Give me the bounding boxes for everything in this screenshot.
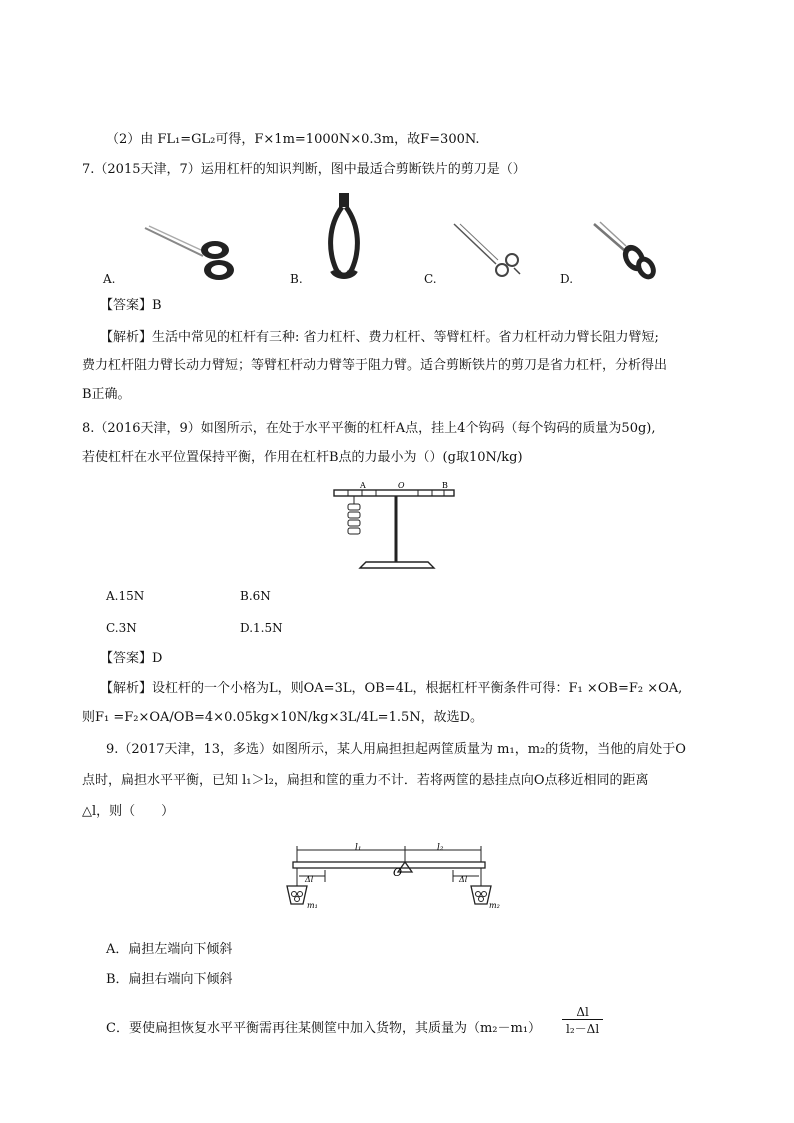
q8-stem-line-1: 8.（2016天津，9）如图所示，在处于水平平衡的杠杆A点，挂上4个钩码（每个钩码的质量为50g),: [82, 421, 656, 436]
q9-stem-line-1: 9.（2017天津，13，多选）如图所示，某人用扁担担起两筐质量为 m₁，m₂的货物，当他的肩处于O: [106, 742, 686, 757]
q8-option-b: B.6N: [240, 589, 271, 603]
q6-solution-2: （2）由 FL₁=GL₂可得，F×1m=1000N×0.3m，故F=300N.: [106, 132, 480, 147]
q9-label-dl-right: Δl: [459, 875, 468, 884]
q9-option-b: B．扁担右端向下倾斜: [106, 972, 233, 987]
q7-answer: 【答案】B: [100, 298, 162, 313]
q9-label-l1: l₁: [355, 843, 362, 853]
q8-analysis-line-1: 【解析】设杠杆的一个小格为L，则OA=3L，OB=4L，根据杠杆平衡条件可得：F₁ ×OB=F₂ ×OA,: [100, 681, 683, 696]
q8-option-a: A.15N: [106, 589, 145, 603]
tin-snips-icon: [322, 191, 366, 281]
q9-option-c-denominator: l₂－Δl: [566, 1022, 600, 1036]
q9-option-a: A．扁担左端向下倾斜: [106, 942, 233, 957]
q7-stem: 7.（2015天津，7）运用杠杆的知识判断，图中最适合剪断铁片的剪刀是（）: [82, 162, 526, 177]
q9-stem-line-2: 点时，扁担水平平衡，已知 l₁＞l₂，扁担和筐的重力不计．若将两筐的悬挂点向O点移近相同的距离: [82, 773, 649, 788]
q9-option-c-text: C．要使扁担恢复水平平衡需再往某侧筐中加入货物，其质量为（m₂－m₁）: [106, 1021, 542, 1036]
q9-label-dl-left: Δl: [305, 875, 314, 884]
q7-analysis-line-2: 费力杠杆阻力臂长动力臂短；等臂杠杆动力臂等于阻力臂。适合剪断铁片的剪刀是省力杠杆，分析得出: [82, 358, 668, 373]
q8-option-d: D.1.5N: [240, 621, 283, 635]
q8-stem-line-2: 若使杠杆在水平位置保持平衡，作用在杠杆B点的力最小为（）(g取10N/kg): [82, 450, 523, 465]
q8-label-b: B: [442, 481, 448, 490]
q8-option-c: C.3N: [106, 621, 137, 635]
q9-option-c-numerator: Δl: [562, 1005, 603, 1020]
kitchen-scissors-icon: [590, 220, 660, 282]
q7-option-d-label: D.: [560, 272, 574, 286]
q8-analysis-line-2: 则F₁ =F₂×OA/OB=4×0.05kg×10N/kg×3L/4L=1.5N，故选D。: [82, 710, 484, 725]
q7-analysis-line-1: 【解析】生活中常见的杠杆有三种: 省力杠杆、费力杠杆、等臂杠杆。省力杠杆动力臂长阻力臂短;: [100, 330, 659, 345]
q9-label-o: O: [393, 866, 403, 879]
q8-lever-figure: [330, 478, 460, 576]
q8-answer: 【答案】D: [100, 651, 163, 666]
q9-label-m2: m₂: [489, 901, 500, 910]
q8-label-o: O: [398, 481, 405, 490]
q9-option-c-fraction: [562, 1005, 603, 1037]
q7-analysis-line-3: B正确。: [82, 387, 131, 402]
q9-label-l2: l₂: [437, 843, 444, 853]
q9-stem-line-3: △l，则（ ）: [82, 804, 175, 819]
q8-label-a: A: [360, 481, 366, 490]
office-scissors-icon: [143, 222, 238, 284]
q7-option-b-label: B.: [290, 272, 303, 286]
q7-option-a-label: A.: [103, 272, 116, 286]
q9-label-m1: m₁: [307, 901, 318, 910]
q7-option-c-label: C.: [424, 272, 437, 286]
haircut-scissors-icon: [452, 222, 524, 284]
q9-shoulder-pole-figure: [285, 842, 500, 922]
